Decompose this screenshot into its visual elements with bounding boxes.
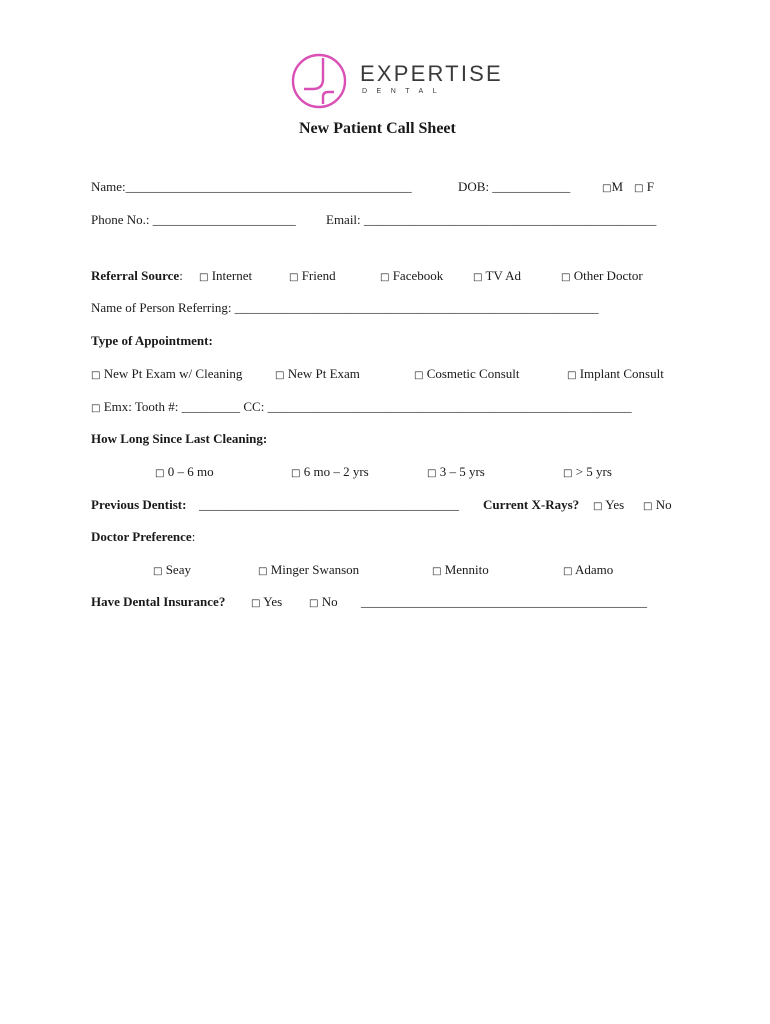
emx-field[interactable]: Emx: Tooth #: _________ CC: ________________________________________________________ (103, 399, 632, 414)
checkbox-icon: □ (199, 272, 209, 283)
email-field[interactable]: Email: _____________________________________________ (326, 212, 657, 227)
phone-field[interactable]: Phone No.: ______________________ (91, 212, 296, 227)
checkbox-icon: □ (561, 272, 571, 283)
insurance-details-field[interactable]: ____________________________________________ (361, 594, 647, 609)
referral-facebook-checkbox[interactable]: □ Facebook (380, 268, 444, 283)
appt-cosmetic-consult-checkbox[interactable]: □ Cosmetic Consult (414, 366, 520, 381)
referral-internet-checkbox[interactable]: □ Internet (199, 268, 253, 283)
referral-tvad-checkbox[interactable]: □ TV Ad (473, 268, 521, 283)
referral-source-label: Referral Source: (91, 268, 183, 283)
last-cleaning-label: How Long Since Last Cleaning: (91, 431, 268, 446)
checkbox-icon: □ (380, 272, 390, 283)
checkbox-icon: □ (289, 272, 299, 283)
person-referring-field[interactable]: Name of Person Referring: ________________________________________________________ (91, 300, 599, 315)
logo-subtitle: DENTAL (362, 88, 447, 95)
checkbox-icon: □ (153, 566, 163, 577)
checkbox-icon: □ (602, 183, 612, 194)
doctor-minger-swanson-checkbox[interactable]: □ Minger Swanson (258, 562, 360, 577)
cleaning-0-6mo-checkbox[interactable]: □ 0 – 6 mo (155, 464, 214, 479)
checkbox-icon: □ (634, 183, 644, 194)
doctor-mennito-checkbox[interactable]: □ Mennito (432, 562, 489, 577)
checkbox-icon: □ (155, 468, 165, 479)
checkbox-icon: □ (563, 566, 573, 577)
appt-implant-consult-checkbox[interactable]: □ Implant Consult (567, 366, 664, 381)
checkbox-icon: □ (309, 598, 319, 609)
checkbox-icon: □ (567, 370, 577, 381)
sex-f-label: F (646, 179, 654, 194)
dob-field[interactable]: DOB: ____________ (458, 179, 571, 194)
checkbox-icon: □ (91, 370, 101, 381)
dental-insurance-label: Have Dental Insurance? (91, 594, 226, 609)
name-field[interactable]: Name:____________________________________________ (91, 179, 412, 194)
xrays-yes-checkbox[interactable]: □ Yes (593, 497, 625, 512)
referral-friend-checkbox[interactable]: □ Friend (289, 268, 336, 283)
insurance-yes-checkbox[interactable]: □ Yes (251, 594, 283, 609)
page-title: New Patient Call Sheet (299, 120, 456, 137)
logo-mark-icon (290, 52, 348, 110)
xrays-no-checkbox[interactable]: □ No (643, 497, 672, 512)
current-xrays-label: Current X-Rays? (483, 497, 580, 512)
sex-f-checkbox[interactable] (634, 179, 654, 197)
checkbox-icon: □ (251, 598, 261, 609)
cleaning-6mo-2yrs-checkbox[interactable]: □ 6 mo – 2 yrs (291, 464, 369, 479)
checkbox-icon: □ (258, 566, 268, 577)
emx-checkbox-row[interactable] (91, 399, 632, 417)
appt-new-pt-cleaning-checkbox[interactable]: □ New Pt Exam w/ Cleaning (91, 366, 243, 381)
checkbox-icon: □ (563, 468, 573, 479)
doctor-preference-label: Doctor Preference: (91, 529, 196, 544)
checkbox-icon: □ (414, 370, 424, 381)
checkbox-icon: □ (427, 468, 437, 479)
doctor-adamo-checkbox[interactable]: □ Adamo (563, 562, 614, 577)
appointment-type-label: Type of Appointment: (91, 333, 213, 348)
doctor-seay-checkbox[interactable]: □ Seay (153, 562, 191, 577)
checkbox-icon: □ (91, 403, 101, 414)
checkbox-icon: □ (291, 468, 301, 479)
checkbox-icon: □ (473, 272, 483, 283)
sex-m-checkbox[interactable] (602, 179, 623, 197)
checkbox-icon: □ (593, 501, 603, 512)
logo-wordmark: EXPERTISE (360, 61, 503, 86)
appt-new-pt-exam-checkbox[interactable]: □ New Pt Exam (275, 366, 360, 381)
previous-dentist-label: Previous Dentist: (91, 497, 187, 512)
referral-other-doctor-checkbox[interactable]: □ Other Doctor (561, 268, 643, 283)
sex-m-label: M (611, 179, 624, 194)
checkbox-icon: □ (275, 370, 285, 381)
insurance-no-checkbox[interactable]: □ No (309, 594, 338, 609)
cleaning-3-5yrs-checkbox[interactable]: □ 3 – 5 yrs (427, 464, 485, 479)
previous-dentist-field[interactable]: ________________________________________ (199, 497, 459, 512)
cleaning-over-5yrs-checkbox[interactable]: □ > 5 yrs (563, 464, 612, 479)
checkbox-icon: □ (643, 501, 653, 512)
checkbox-icon: □ (432, 566, 442, 577)
